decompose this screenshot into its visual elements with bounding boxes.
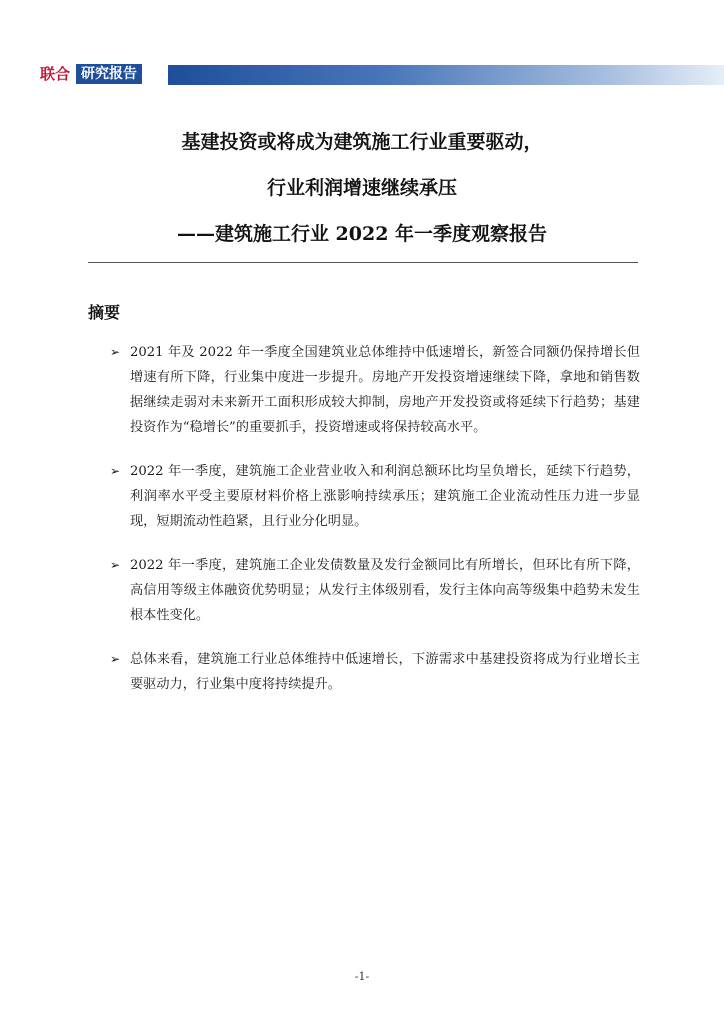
- arrowhead-bullet-icon: ➢: [110, 345, 121, 359]
- arrowhead-bullet-icon: ➢: [110, 558, 121, 572]
- arrowhead-bullet-icon: ➢: [110, 652, 121, 666]
- title-line-2: 行业利润增速继续承压: [266, 177, 457, 199]
- title-line-3: ——建筑施工行业 2022 年一季度观察报告: [176, 223, 548, 245]
- list-item: [110, 647, 640, 697]
- summary-heading: 摘要: [88, 303, 121, 322]
- page-number: -1-: [354, 970, 370, 983]
- brand-secondary-text: 研究报告: [76, 64, 142, 84]
- title-line-1: 基建投资或将成为建筑施工行业重要驱动，: [181, 131, 543, 153]
- brand-logo: [32, 63, 142, 85]
- arrowhead-bullet-icon: ➢: [110, 464, 121, 478]
- header-gradient-strip: [168, 65, 724, 85]
- report-header-bar: [32, 63, 724, 85]
- brand-primary-text: 联合: [40, 65, 71, 83]
- list-item: [110, 340, 640, 440]
- summary-item-text: 2022 年一季度，建筑施工企业发债数量及发行金额同比有所增长，但环比有所下降，高信用等级主体融资优势明显；从发行主体级别看，发行主体向高等级集中趋势未发生根本性变化。: [130, 558, 640, 623]
- summary-item-text: 2022 年一季度，建筑施工企业营业收入和利润总额环比均呈负增长，延续下行趋势，利润率水平受主要原材料价格上涨影响持续承压；建筑施工企业流动性压力进一步显现，短期流动性趋紧，且行业分化明显。: [130, 464, 640, 529]
- summary-item-text: 2021 年及 2022 年一季度全国建筑业总体维持中低速增长，新签合同额仍保持增长但增速有所下降，行业集中度进一步提升。房地产开发投资增速继续下降，拿地和销售数据继续走弱对未来新开工面积形成较大抑制，房地产开发投资或将延续下行趋势；基建投资作为“稳增长”的重要抓手，投资增速或将保持较高水平。: [130, 345, 640, 435]
- title-divider: [88, 262, 638, 263]
- summary-item-text: 总体来看，建筑施工行业总体维持中低速增长，下游需求中基建投资将成为行业增长主要驱动力，行业集中度将持续提升。: [130, 652, 640, 692]
- list-item: [110, 459, 640, 534]
- summary-list: [110, 340, 640, 716]
- list-item: [110, 553, 640, 628]
- report-title: [0, 128, 724, 266]
